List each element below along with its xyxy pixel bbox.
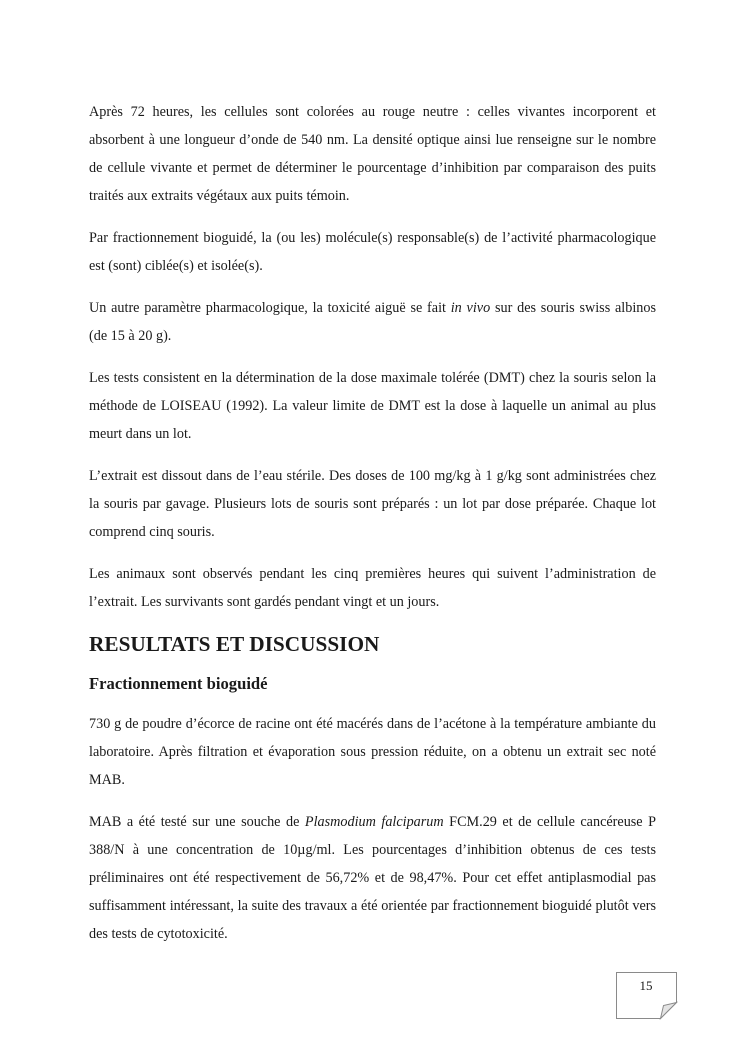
page-number-box bbox=[616, 972, 676, 1018]
text-run: sur des souris swiss albinos (de 15 à 20 g). bbox=[89, 300, 656, 344]
italic-term: in vivo bbox=[450, 300, 491, 316]
paragraph-mab-testing bbox=[89, 808, 656, 948]
text-run: FCM.29 et de cellule cancéreuse P 388/N à une concentration de 10µg/ml. Les pourcentages d’inhibition obtenus de ces tests préliminaires ont été respectivement de 56,72% et de 98,47%. Pour cet effet antiplasmodial pas suffisamment intéressant, la suite des travaux a été orientée par fractionnement bioguidé plutôt vers des tests de cytotoxicité. bbox=[89, 814, 657, 942]
italic-species-name: Plasmodium falciparum bbox=[304, 814, 444, 830]
paragraph-bioguided-fractionation: Par fractionnement bioguidé, la (ou les) molécule(s) responsable(s) de l’activité pharmacologique est (sont) ciblée(s) et isolée(s). bbox=[89, 230, 656, 274]
text-run: MAB a été testé sur une souche de bbox=[89, 814, 305, 830]
section-heading: RESULTATS ET DISCUSSION bbox=[89, 632, 380, 656]
paragraph-dmt-method: Les tests consistent en la détermination de la dose maximale tolérée (DMT) chez la souris selon la méthode de LOISEAU (1992). La valeur limite de DMT est la dose à laquelle un animal au plus meurt dans un lot. bbox=[89, 370, 656, 442]
paragraph-neutral-red-assay: Après 72 heures, les cellules sont colorées au rouge neutre : celles vivantes incorporent et absorbent à une longueur d’onde de 540 nm. La densité optique ainsi lue renseigne sur le nombre de cellule vivante et permet de déterminer le pourcentage d’inhibition par comparaison des puits traités aux extraits végétaux aux puits témoin. bbox=[89, 104, 656, 204]
page-number: 15 bbox=[639, 978, 653, 993]
paragraph-maceration: 730 g de poudre d’écorce de racine ont été macérés dans de l’acétone à la température ambiante du laboratoire. Après filtration et évaporation sous pression réduite, on a obtenu un extrait sec noté MAB. bbox=[89, 716, 656, 788]
subsection-heading: Fractionnement bioguidé bbox=[89, 674, 268, 693]
paragraph-extract-dosing: L’extrait est dissout dans de l’eau stérile. Des doses de 100 mg/kg à 1 g/kg sont administrées chez la souris par gavage. Plusieurs lots de souris sont préparés : un lot par dose préparée. Chaque lot comprend cinq souris. bbox=[89, 468, 656, 540]
paragraph-observation: Les animaux sont observés pendant les cinq premières heures qui suivent l’administration de l’extrait. Les survivants sont gardés pendant vingt et un jours. bbox=[89, 566, 656, 610]
paragraph-acute-toxicity bbox=[89, 294, 656, 350]
document-body bbox=[89, 98, 656, 962]
text-run: Un autre paramètre pharmacologique, la toxicité aiguë se fait bbox=[89, 300, 451, 316]
